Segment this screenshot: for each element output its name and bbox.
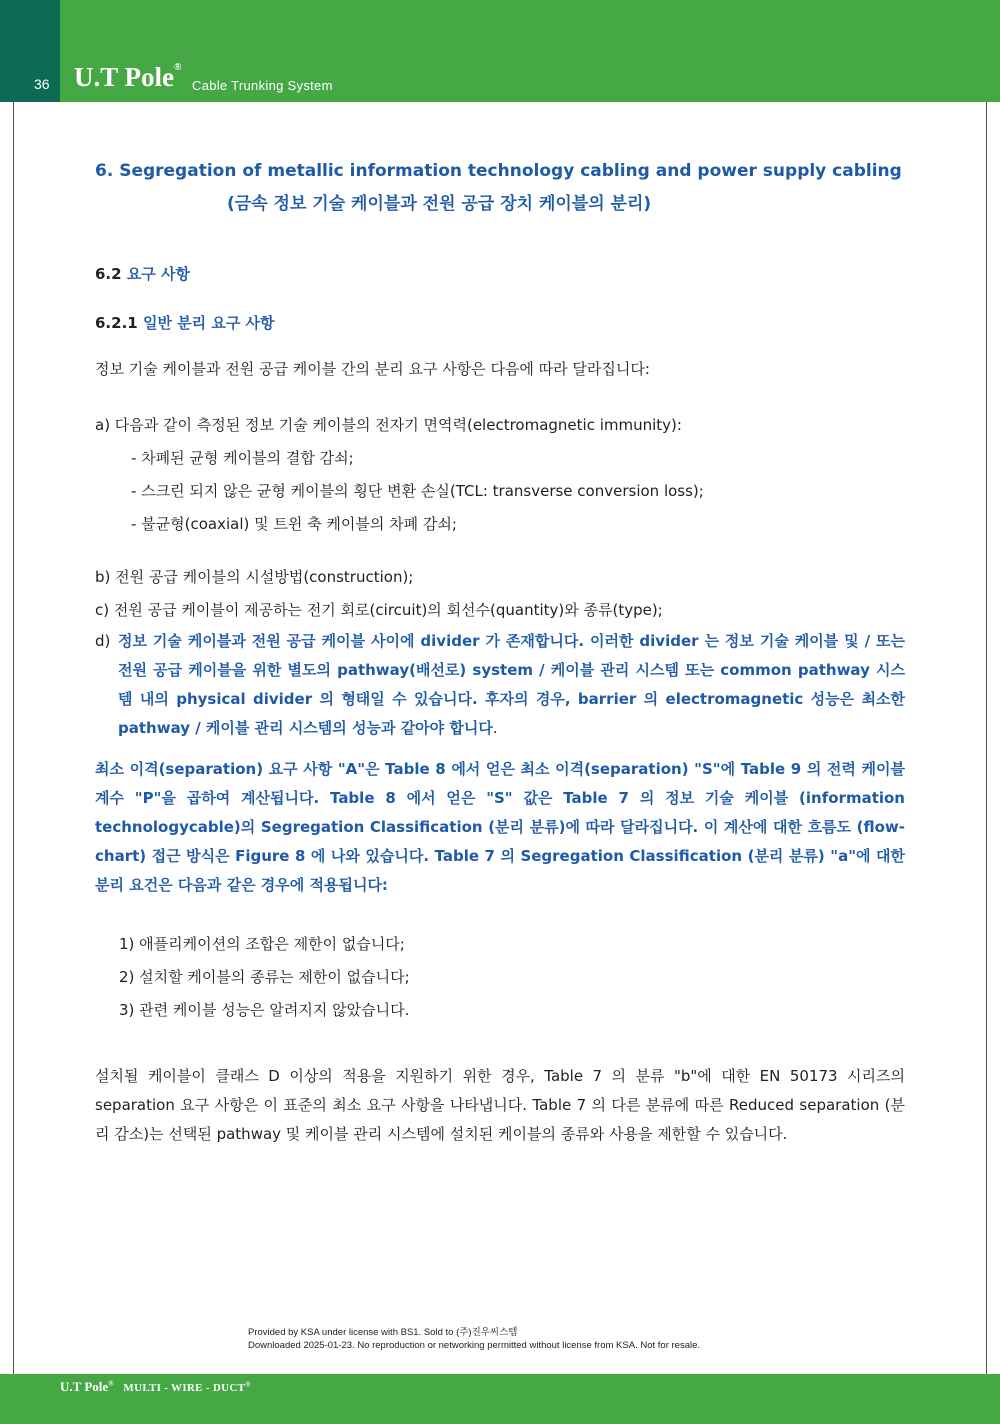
class-d-paragraph: 설치될 케이블이 클래스 D 이상의 적용을 지원하기 위한 경우, Table 7 의 분류 "b"에 대한 EN 50173 시리즈의 separation 요구 사항은 이 표준의 최소 요구 사항을 나타냅니다. Table 7 의 다른 분류에 따른 Reduced separation (분리 감소)는 선택된 pathway 및 케이블 관리 시스템에 설치된 케이블의 종류와 사용을 제한할 수 있습니다. [95, 1067, 905, 1143]
brand-logo [74, 62, 181, 93]
license-line-1: Provided by KSA under license with BS1. Sold to (주)진우씨스템 [248, 1327, 518, 1338]
item-a: a) 다음과 같이 측정된 정보 기술 케이블의 전자기 면역력(electromagnetic immunity): [95, 416, 682, 434]
item-d-body: 정보 기술 케이블과 전원 공급 케이블 사이에 divider 가 존재합니다. 이러한 divider 는 정보 기술 케이블 및 / 또는 전원 공급 케이블을 위한 별도의 pathway(배선로) system / 케이블 관리 시스템 또는 common pathway 시스템 내의 physical divider 의 형태일 수 있습니다. 후자의 경우, barrier 의 electromagnetic 성능은 최소한 pathway / 케이블 관리 시스템의 성능과 같아야 합니다 [118, 632, 905, 737]
footer-brand-mark: ® [108, 1379, 114, 1388]
page-number: 36 [34, 76, 50, 92]
brand-registered-mark: ® [174, 62, 182, 73]
item-a-sub-2: - 스크린 되지 않은 균형 케이블의 횡단 변환 손실(TCL: transverse conversion loss); [131, 482, 704, 500]
left-border [13, 102, 14, 1374]
right-border [986, 102, 987, 1374]
footer-product-name: MULTI - WIRE - DUCT [123, 1382, 246, 1394]
items-b-d-block [95, 561, 905, 743]
separation-paragraph: 최소 이격(separation) 요구 사항 "A"은 Table 8 에서 얻은 최소 이격(separation) "S"에 Table 9 의 전력 케이블 계수 "P"을 곱하여 계산됩니다. Table 8 에서 얻은 "S" 값은 Table 7 의 정보 기술 케이블 (information technologycable)의 Segregation Classification (분리 분류)에 따라 달라집니다. 이 계산에 대한 흐름도 (flow-chart) 접근 방식은 Figure 8 에 나와 있습니다. Table 7 의 Segregation Classification (분리 분류) "a"에 대한 분리 요건은 다음과 같은 경우에 적용됩니다: [95, 760, 905, 894]
brand-name: U.T Pole [74, 62, 174, 92]
section-title [95, 155, 905, 221]
item-a-sub-1: - 차폐된 균형 케이블의 결합 감쇠; [131, 449, 354, 467]
section-title-en: 6. Segregation of metallic information technology cabling and power supply cabling [95, 161, 902, 181]
intro-paragraph: 정보 기술 케이블과 전원 공급 케이블 간의 분리 요구 사항은 다음에 따라 달라집니다: [95, 360, 650, 378]
license-notice [248, 1326, 700, 1352]
heading-6-2-number: 6.2 [95, 265, 122, 283]
section-title-ko: (금속 정보 기술 케이블과 전원 공급 장치 케이블의 분리) [227, 194, 652, 214]
page-content [95, 155, 905, 1149]
heading-6-2-1-number: 6.2.1 [95, 314, 138, 332]
item-c: c) 전원 공급 케이블이 제공하는 전기 회로(circuit)의 회선수(quantity)와 종류(type); [95, 601, 663, 619]
heading-6-2-text: 요구 사항 [126, 265, 190, 283]
item-d-label: d) [95, 632, 111, 650]
heading-6-2 [95, 263, 905, 284]
list-item: 2) 설치할 케이블의 종류는 제한이 없습니다; [119, 968, 410, 986]
item-d-period: . [492, 719, 498, 737]
item-d-text [118, 627, 905, 743]
brand-subtitle: Cable Trunking System [192, 78, 333, 93]
page-tab [0, 0, 60, 102]
item-d [95, 627, 905, 743]
license-line-2: Downloaded 2025-01-23. No reproduction or networking permitted without license from KSA. Not for resale. [248, 1340, 701, 1351]
footer-product-mark: ® [245, 1380, 251, 1389]
numbered-list [95, 928, 905, 1027]
item-a-block [95, 409, 905, 541]
list-item: 1) 애플리케이션의 조합은 제한이 없습니다; [119, 935, 405, 953]
heading-6-2-1-text: 일반 분리 요구 사항 [142, 314, 275, 332]
item-b: b) 전원 공급 케이블의 시설방법(construction); [95, 568, 414, 586]
footer-brand-name: U.T Pole [60, 1379, 109, 1394]
heading-6-2-1 [95, 312, 905, 333]
item-a-sub-3: - 불균형(coaxial) 및 트윈 축 케이블의 차폐 감쇠; [131, 515, 457, 533]
list-item: 3) 관련 케이블 성능은 알려지지 않았습니다. [119, 1001, 410, 1019]
footer-brand [60, 1379, 251, 1395]
